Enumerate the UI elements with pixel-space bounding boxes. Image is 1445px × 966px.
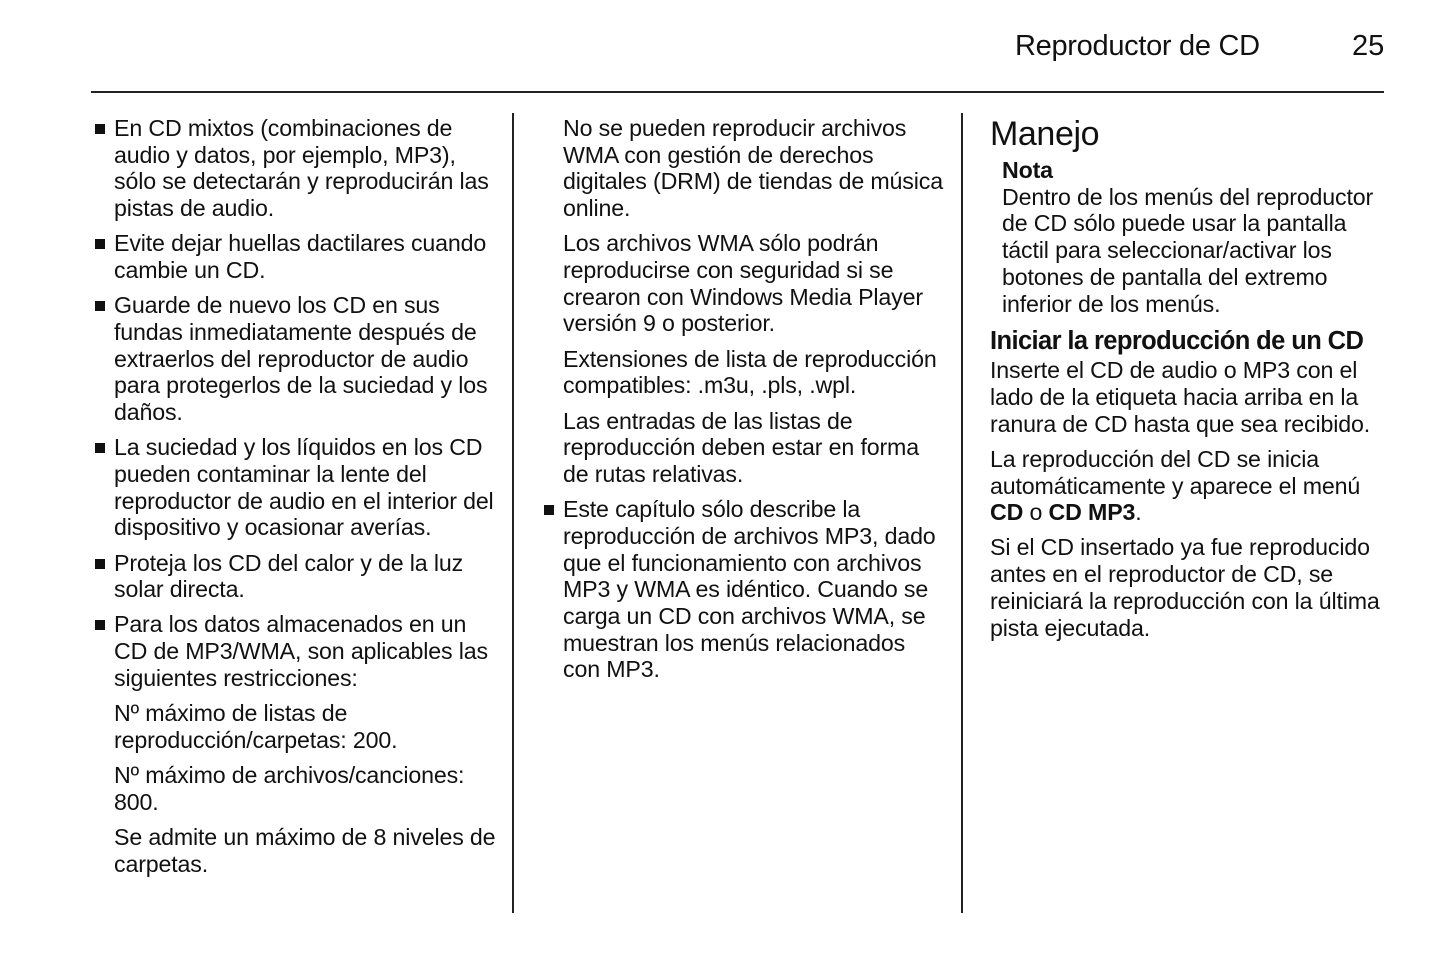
note-title: Nota xyxy=(1002,157,1053,183)
bullet-text: En CD mixtos (combinaciones de audio y datos, por ejemplo, MP3), sólo se detectarán y reproducirán las pistas de audio. xyxy=(114,115,489,222)
column-left xyxy=(92,115,497,886)
paragraph xyxy=(990,446,1390,526)
bullet-square-icon xyxy=(95,239,105,249)
conjunction-text: o xyxy=(1029,499,1043,526)
paragraph-text: La reproducción del CD se inicia automáticamente y aparece el menú xyxy=(990,445,1361,499)
bullet-text: La suciedad y los líquidos en los CD pueden contaminar la lente del reproductor de audio en el interior del dispositivo y ocasionar averías. xyxy=(114,434,494,541)
subsection-heading: Iniciar la reproducción de un CD xyxy=(990,327,1364,356)
column-divider-2 xyxy=(961,113,963,913)
column-divider-1 xyxy=(512,113,514,913)
paragraph: No se pueden reproducir archivos WMA con gestión de derechos digitales (DRM) de tiendas de música online. xyxy=(563,115,943,222)
bullet-square-icon xyxy=(95,443,105,453)
menu-name-cd: CD xyxy=(990,499,1024,526)
bullet-square-icon xyxy=(95,124,105,134)
section-title: Reproductor de CD xyxy=(1015,30,1260,62)
bullet-text: Evite dejar huellas dactilares cuando cambie un CD. xyxy=(114,230,487,284)
bullet-square-icon xyxy=(95,559,105,569)
column-middle xyxy=(541,115,946,692)
paragraph-end: . xyxy=(1135,499,1142,526)
header-divider xyxy=(91,91,1384,93)
paragraph: Inserte el CD de audio o MP3 con el lado de la etiqueta hacia arriba en la ranura de CD hasta que sea recibido. xyxy=(990,357,1371,437)
bullet-item xyxy=(92,611,497,691)
bullet-item xyxy=(92,434,497,541)
bullet-square-icon xyxy=(95,620,105,630)
bullet-square-icon xyxy=(95,301,105,311)
note-box xyxy=(990,157,1390,317)
column-right xyxy=(990,115,1390,650)
note-text: Dentro de los menús del reproductor de CD sólo puede usar la pantalla táctil para seleccionar/activar los botones de pantalla del extremo inferior de los menús. xyxy=(1002,183,1374,317)
restriction-item: Nº máximo de archivos/canciones: 800. xyxy=(114,761,465,815)
bullet-text: Proteja los CD del calor y de la luz solar directa. xyxy=(114,549,464,603)
bullet-text: Guarde de nuevo los CD en sus fundas inmediatamente después de extraerlos del reproductor de audio para protegerlos de la suciedad y los daños. xyxy=(114,292,488,426)
paragraph: Si el CD insertado ya fue reproducido antes en el reproductor de CD, se reiniciará la reproducción con la última pista ejecutada. xyxy=(990,534,1380,641)
paragraph: Los archivos WMA sólo podrán reproducirse con seguridad si se crearon con Windows Media Player versión 9 o posterior. xyxy=(563,230,923,337)
bullet-item xyxy=(92,230,497,283)
page-number: 25 xyxy=(1352,30,1385,62)
section-heading: Manejo xyxy=(990,115,1100,153)
paragraph: Extensiones de lista de reproducción compatibles: .m3u, .pls, .wpl. xyxy=(563,345,937,399)
bullet-item xyxy=(92,115,497,222)
restriction-item: Se admite un máximo de 8 niveles de carpetas. xyxy=(114,823,496,877)
bullet-text: Para los datos almacenados en un CD de MP3/WMA, son aplicables las siguientes restricciones: xyxy=(114,611,488,691)
bullet-text: Este capítulo sólo describe la reproducción de archivos MP3, dado que el funcionamiento con archivos MP3 y WMA es idéntico. Cuando se carga un CD con archivos WMA, se muestran los menús relacionados con MP3. xyxy=(563,496,936,683)
menu-name-cd-mp3: CD MP3 xyxy=(1048,499,1136,526)
bullet-square-icon xyxy=(544,505,554,515)
paragraph: Las entradas de las listas de reproducción deben estar en forma de rutas relativas. xyxy=(563,407,919,487)
bullet-item xyxy=(92,292,497,426)
bullet-item xyxy=(541,496,946,683)
restriction-item: Nº máximo de listas de reproducción/carpetas: 200. xyxy=(114,700,398,753)
bullet-item xyxy=(92,550,497,603)
